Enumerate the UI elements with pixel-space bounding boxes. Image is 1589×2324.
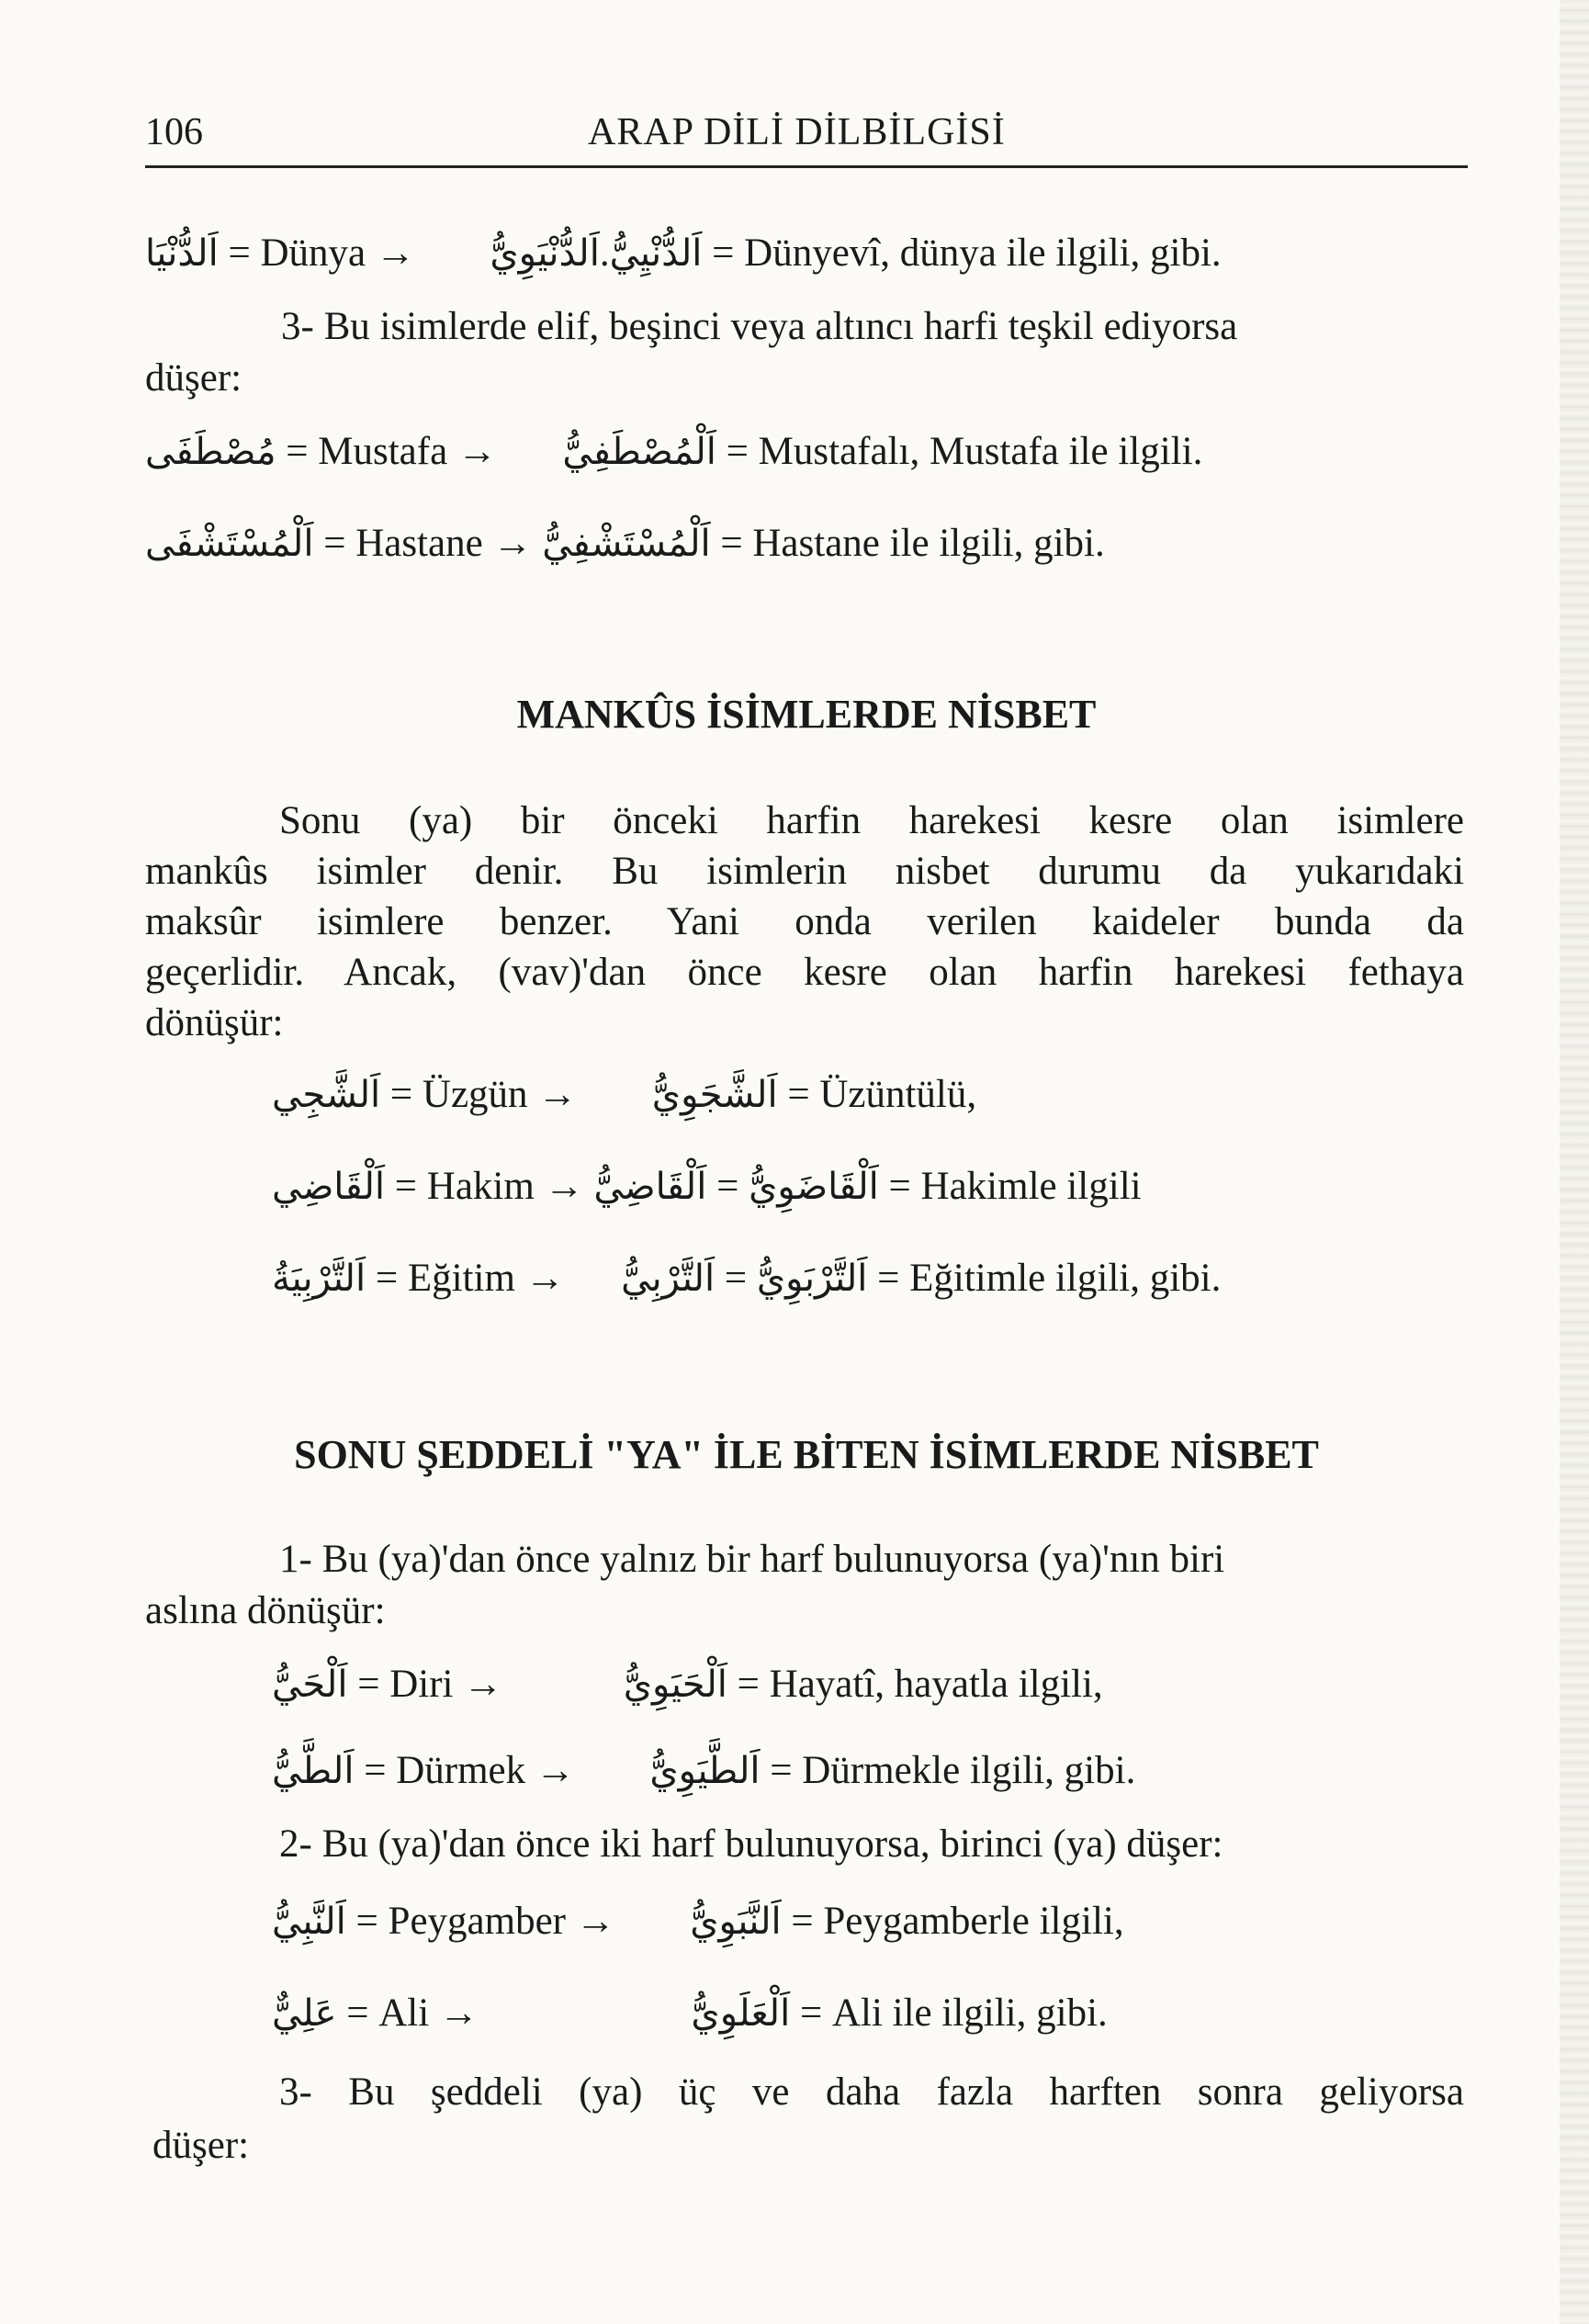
mankus-paragraph: Sonu (ya) bir önceki harfin harekesi kesre olan isimlere mankûs isimler denir. Bu isimlerin nisbet durumu da yukarıdaki maksûr isimlere benzer. Yani onda verilen kaideler bunda da geçerlidir. Ancak, (vav)'dan önce kesre olan harfin harekesi fethaya dönüşür: xyxy=(145,799,1464,1044)
translation-text: = Dünyevî, dünya ile ilgili, gibi. xyxy=(712,231,1222,275)
section-heading-seddeli: SONU ŞEDDELİ "YA" İLE BİTEN İSİMLERDE NİSBET xyxy=(294,1432,1319,1477)
arabic-term: اَلتَّرْبِيُّ xyxy=(621,1258,716,1300)
translation-text: = Dünya → xyxy=(228,231,415,275)
arabic-term: اَلْحَيَوِيُّ xyxy=(623,1664,727,1706)
arabic-term: اَلشَّجَوِيُّ xyxy=(651,1074,778,1116)
translation-text: = Hakim → xyxy=(394,1165,584,1208)
example-line-uzgun xyxy=(272,1069,976,1121)
translation-text: = Mustafalı, Mustafa ile ilgili. xyxy=(726,430,1203,473)
arabic-term: اَلتَّرْبِيَةُ xyxy=(272,1258,366,1300)
arabic-term: اَلْمُسْتَشْفِيُّ xyxy=(542,523,711,565)
translation-text: = Üzüntülü, xyxy=(787,1073,977,1116)
translation-text: = Peygamber → xyxy=(355,1900,615,1943)
arabic-term: اَلْعَلَوِيُّ xyxy=(691,1992,791,2035)
example-line-mustafa xyxy=(145,426,1202,478)
arabic-term: مُصْطَفَى xyxy=(145,431,276,473)
arabic-term: اَلشَّجِي xyxy=(272,1074,381,1116)
translation-text: = Eğitimle ilgili, gibi. xyxy=(877,1257,1222,1300)
rule-3-seddeli-continuation: düşer: xyxy=(152,2124,250,2167)
translation-text: = Dürmek → xyxy=(364,1749,575,1792)
translation-text: = Hastane → xyxy=(323,522,533,565)
rule-1-text: 1- Bu (ya)'dan önce yalnız bir harf bulunuyorsa (ya)'nın biri xyxy=(279,1538,1225,1581)
translation-text: = Hakimle ilgili xyxy=(888,1165,1142,1208)
rule-3-seddeli-text: 3- Bu şeddeli (ya) üç ve daha fazla harften sonra geliyorsa xyxy=(279,2070,1464,2114)
arabic-term: اَلدُّنْيَا xyxy=(145,232,219,275)
arabic-term: اَلْمُصْطَفِيُّ xyxy=(562,431,716,473)
rule-1-continuation: aslına dönüşür: xyxy=(145,1589,386,1632)
example-line-peygamber xyxy=(272,1896,1124,1947)
rule-2-text: 2- Bu (ya)'dan önce iki harf bulunuyorsa, birinci (ya) düşer: xyxy=(279,1822,1223,1866)
arabic-term: اَلطَّيُّ xyxy=(272,1750,355,1792)
rule-3-text: 3- Bu isimlerde elif, beşinci veya altıncı harfi teşkil ediyorsa xyxy=(281,305,1238,348)
translation-text: = Ali → xyxy=(346,1991,479,2035)
section-heading-mankus: MANKÛS İSİMLERDE NİSBET xyxy=(516,692,1097,737)
example-line-dunya: اَلدُّنْيَا = Dünya → اَلدُّنْيَوِيُّ.اَلدُّنْيِيُّ = Dünyevî, dünya ile ilgili, gibi. xyxy=(145,231,1222,275)
arabic-term: اَلطَّيَوِيُّ xyxy=(649,1750,761,1792)
rule-3-continuation: düşer: xyxy=(145,356,242,400)
translation-text: = Diri → xyxy=(357,1663,503,1706)
translation-text: = Eğitim → xyxy=(375,1257,565,1300)
running-title: ARAP DİLİ DİLBİLGİSİ xyxy=(588,111,1006,153)
page-number: 106 xyxy=(145,111,203,153)
example-line-ali xyxy=(272,1988,1108,2039)
translation-text: = Peygamberle ilgili, xyxy=(791,1900,1124,1943)
translation-text: = Dürmekle ilgili, gibi. xyxy=(770,1749,1136,1792)
arabic-term: اَلْحَيُّ xyxy=(272,1664,348,1706)
example-line-hastane xyxy=(145,518,1105,570)
page-edge-shade xyxy=(1560,0,1589,2324)
arabic-term: اَلنَّبِيُّ xyxy=(272,1901,346,1943)
arabic-term: اَلتَّرْبَوِيُّ xyxy=(756,1258,868,1300)
translation-text: = Mustafa → xyxy=(286,430,497,473)
example-line-durmek xyxy=(272,1745,1135,1797)
page-header xyxy=(145,110,1468,168)
example-line-egitim: اَلتَّرْبِيَةُ = Eğitim → اَلتَّرْبِيُّ = اَلتَّرْبَوِيُّ = Eğitimle ilgili, gibi. xyxy=(272,1257,1222,1300)
arabic-term: اَلدُّنْيِيُّ xyxy=(609,232,703,275)
translation-text: = Ali ile ilgili, gibi. xyxy=(799,1991,1108,2035)
arabic-term: اَلْمُسْتَشْفَى xyxy=(145,523,314,565)
arabic-term: عَلِيٌّ xyxy=(272,1992,337,2035)
translation-text: = Üzgün → xyxy=(389,1073,578,1116)
example-line-hakim: اَلْقَاضِي = Hakim → اَلْقَاضِيُّ = اَلْقَاضَوِيُّ = Hakimle ilgili xyxy=(272,1165,1142,1208)
arabic-term: اَلْقَاضِي xyxy=(272,1166,386,1208)
translation-text: = Hastane ile ilgili, gibi. xyxy=(720,522,1105,565)
arabic-term: اَلْقَاضَوِيُّ xyxy=(749,1166,879,1208)
translation-text: = Hayatî, hayatla ilgili, xyxy=(737,1663,1103,1706)
arabic-term: اَلنَّبَوِيُّ xyxy=(690,1901,782,1943)
example-line-diri xyxy=(272,1659,1103,1710)
arabic-term: اَلدُّنْيَوِيُّ xyxy=(490,232,600,275)
arabic-term: اَلْقَاضِيُّ xyxy=(593,1166,707,1208)
